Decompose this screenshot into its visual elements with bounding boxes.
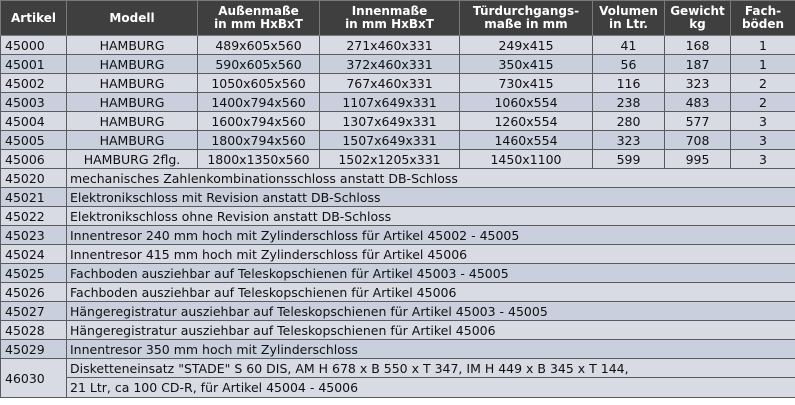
cell-description: Fachboden ausziehbar auf Teleskopschienen für Artikel 45003 - 45005 (67, 264, 795, 283)
cell-description: Elektronikschloss mit Revision anstatt DB-Schloss (67, 188, 795, 207)
cell-innen: 1502x1205x331 (320, 150, 460, 169)
cell-boeden: 1 (731, 55, 795, 74)
cell-aussen: 1800x794x560 (198, 131, 320, 150)
cell-aussen: 1400x794x560 (198, 93, 320, 112)
table-row (1, 74, 795, 93)
table-row (1, 245, 795, 264)
header-aussenmasse: Außenmaße in mm HxBxT (198, 1, 320, 36)
cell-volumen: 56 (593, 55, 665, 74)
cell-boeden: 3 (731, 112, 795, 131)
cell-volumen: 238 (593, 93, 665, 112)
cell-volumen: 323 (593, 131, 665, 150)
cell-gewicht: 168 (665, 36, 731, 55)
cell-description-continued: 21 Ltr, ca 100 CD-R, für Artikel 45004 - 45006 (67, 378, 795, 398)
cell-artikel: 45004 (1, 112, 67, 131)
table-row (1, 131, 795, 150)
cell-aussen: 1600x794x560 (198, 112, 320, 131)
cell-tuer: 249x415 (460, 36, 593, 55)
cell-volumen: 116 (593, 74, 665, 93)
cell-innen: 767x460x331 (320, 74, 460, 93)
cell-description: mechanisches Zahlenkombinationsschloss anstatt DB-Schloss (67, 169, 795, 188)
cell-artikel: 45002 (1, 74, 67, 93)
table-row (1, 226, 795, 245)
header-innenmasse: Innenmaße in mm HxBxT (320, 1, 460, 36)
header-volumen: Volumen in Ltr. (593, 1, 665, 36)
cell-tuer: 1460x554 (460, 131, 593, 150)
cell-tuer: 730x415 (460, 74, 593, 93)
cell-gewicht: 708 (665, 131, 731, 150)
cell-modell: HAMBURG (67, 112, 198, 131)
cell-description: Hängeregistratur ausziehbar auf Teleskopschienen für Artikel 45003 - 45005 (67, 302, 795, 321)
cell-artikel: 45025 (1, 264, 67, 283)
cell-modell: HAMBURG (67, 55, 198, 74)
cell-boeden: 1 (731, 36, 795, 55)
table-row (1, 55, 795, 74)
header-gewicht: Gewicht kg (665, 1, 731, 36)
cell-boeden: 3 (731, 150, 795, 169)
table-row (1, 112, 795, 131)
cell-artikel: 45024 (1, 245, 67, 264)
cell-modell: HAMBURG (67, 36, 198, 55)
cell-innen: 1107x649x331 (320, 93, 460, 112)
cell-innen: 271x460x331 (320, 36, 460, 55)
table-row (1, 188, 795, 207)
cell-modell: HAMBURG 2flg. (67, 150, 198, 169)
table-row (1, 378, 795, 398)
cell-artikel: 45023 (1, 226, 67, 245)
cell-boeden: 2 (731, 93, 795, 112)
cell-artikel: 45000 (1, 36, 67, 55)
table-body (1, 36, 795, 398)
cell-modell: HAMBURG (67, 131, 198, 150)
table-row (1, 321, 795, 340)
cell-modell: HAMBURG (67, 93, 198, 112)
cell-volumen: 599 (593, 150, 665, 169)
table-row (1, 207, 795, 226)
cell-boeden: 3 (731, 131, 795, 150)
header-tuerdurchgang: Türdurchgangs- maße in mm (460, 1, 593, 36)
cell-gewicht: 577 (665, 112, 731, 131)
cell-description: Innentresor 240 mm hoch mit Zylinderschloss für Artikel 45002 - 45005 (67, 226, 795, 245)
header-fachboeden: Fach- böden (731, 1, 795, 36)
cell-innen: 1307x649x331 (320, 112, 460, 131)
cell-artikel: 45029 (1, 340, 67, 359)
cell-tuer: 350x415 (460, 55, 593, 74)
table-row (1, 264, 795, 283)
cell-boeden: 2 (731, 74, 795, 93)
cell-artikel: 45003 (1, 93, 67, 112)
cell-artikel: 45006 (1, 150, 67, 169)
cell-artikel: 45027 (1, 302, 67, 321)
header-row (1, 1, 795, 36)
cell-description: Hängeregistratur ausziehbar auf Teleskopschienen für Artikel 45006 (67, 321, 795, 340)
cell-description: Disketteneinsatz "STADE" S 60 DIS, AM H 678 x B 550 x T 347, IM H 449 x B 345 x T 144, (67, 359, 795, 378)
cell-description: Elektronikschloss ohne Revision anstatt DB-Schloss (67, 207, 795, 226)
table-row (1, 283, 795, 302)
cell-description: Innentresor 415 mm hoch mit Zylinderschloss für Artikel 45006 (67, 245, 795, 264)
cell-modell: HAMBURG (67, 74, 198, 93)
table-row (1, 340, 795, 359)
cell-artikel: 45001 (1, 55, 67, 74)
cell-artikel: 45026 (1, 283, 67, 302)
cell-artikel: 45021 (1, 188, 67, 207)
cell-artikel: 46030 (1, 359, 67, 398)
cell-gewicht: 995 (665, 150, 731, 169)
table-header (1, 1, 795, 36)
cell-tuer: 1450x1100 (460, 150, 593, 169)
table-row (1, 169, 795, 188)
cell-artikel: 45022 (1, 207, 67, 226)
table-row (1, 302, 795, 321)
table-row (1, 36, 795, 55)
cell-aussen: 1050x605x560 (198, 74, 320, 93)
cell-innen: 372x460x331 (320, 55, 460, 74)
table-row (1, 359, 795, 378)
cell-artikel: 45020 (1, 169, 67, 188)
cell-gewicht: 323 (665, 74, 731, 93)
cell-description: Innentresor 350 mm hoch mit Zylinderschloss (67, 340, 795, 359)
header-modell: Modell (67, 1, 198, 36)
cell-volumen: 280 (593, 112, 665, 131)
cell-aussen: 489x605x560 (198, 36, 320, 55)
cell-gewicht: 187 (665, 55, 731, 74)
cell-artikel: 45005 (1, 131, 67, 150)
cell-artikel: 45028 (1, 321, 67, 340)
cell-aussen: 590x605x560 (198, 55, 320, 74)
cell-innen: 1507x649x331 (320, 131, 460, 150)
table-row (1, 150, 795, 169)
table-row (1, 93, 795, 112)
header-artikel: Artikel (1, 1, 67, 36)
cell-description: Fachboden ausziehbar auf Teleskopschienen für Artikel 45006 (67, 283, 795, 302)
cell-aussen: 1800x1350x560 (198, 150, 320, 169)
cell-volumen: 41 (593, 36, 665, 55)
cell-tuer: 1260x554 (460, 112, 593, 131)
cell-gewicht: 483 (665, 93, 731, 112)
cell-tuer: 1060x554 (460, 93, 593, 112)
